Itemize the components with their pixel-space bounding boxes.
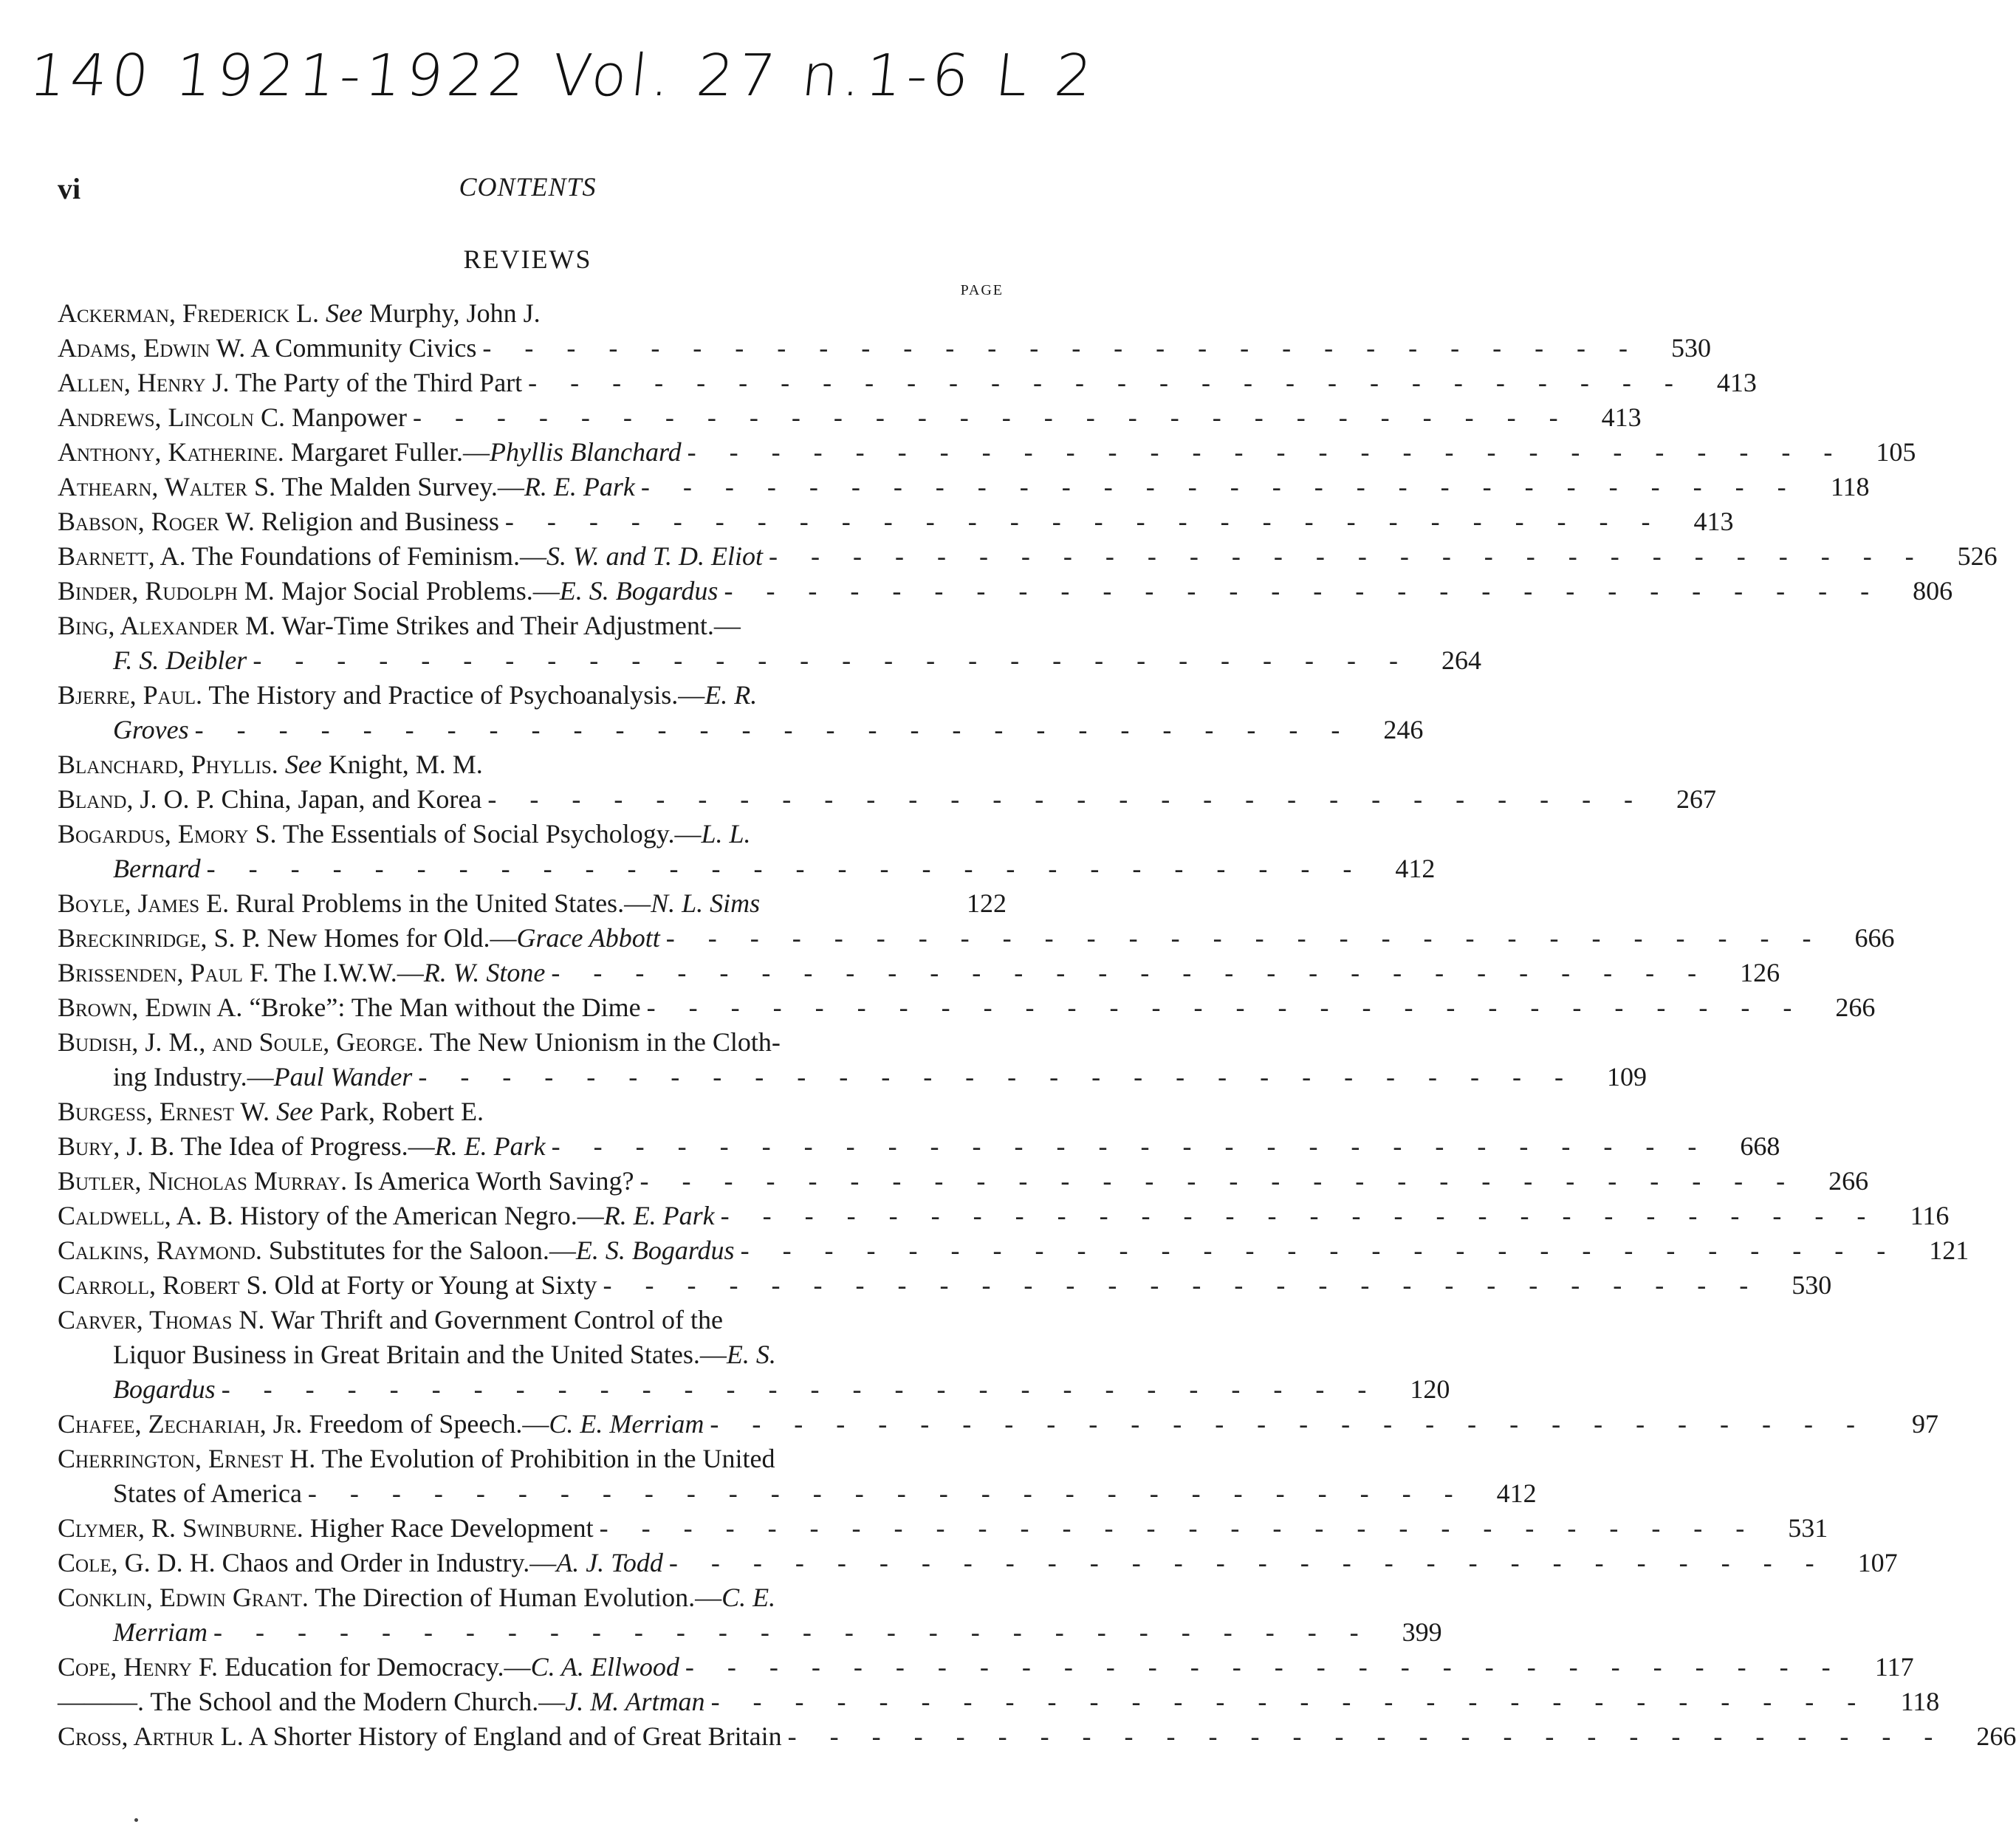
entry-text xyxy=(58,1129,546,1164)
entry-text xyxy=(113,643,247,678)
page-number: 530 xyxy=(1671,333,1712,363)
entry-text xyxy=(58,1719,782,1754)
contents-entry-continuation xyxy=(58,643,1481,678)
author-name: Bing, Alexander M. xyxy=(58,611,276,640)
reviewer-or-emphasis: F. S. Deibler xyxy=(113,645,247,675)
entry-text xyxy=(58,539,763,574)
entry-text xyxy=(58,747,483,782)
handwritten-annotation: 140 1921-1922 Vol. 27 n.1-6 L 2 xyxy=(26,43,1100,109)
contents-entry xyxy=(58,990,1876,1025)
page-number: 117 xyxy=(1874,1652,1914,1682)
entry-text xyxy=(58,1199,715,1233)
page-number: 526 xyxy=(1957,541,1998,571)
entry-title: Knight, M. M. xyxy=(321,750,483,779)
dot-leader: - - - - - - - - - - - - - - - - - - - - - - - - - - - - xyxy=(504,507,1664,536)
contents-entry xyxy=(58,1199,1950,1233)
dot-leader: - - - - - - - - - - - - - - - - - - - - - - - - - - - - xyxy=(528,368,1687,397)
section-title: REVIEWS xyxy=(463,244,592,274)
contents-entry xyxy=(58,1303,1007,1337)
contents-list xyxy=(58,296,2016,1754)
reviewer-or-emphasis: S. W. and T. D. Eliot xyxy=(546,541,763,571)
contents-entry xyxy=(58,331,1712,366)
page-number: 267 xyxy=(1676,784,1717,814)
page-number: 666 xyxy=(1854,923,1895,953)
page-number: 118 xyxy=(1830,472,1870,501)
page-number: 806 xyxy=(1913,576,1953,606)
contents-entry-continuation xyxy=(58,713,1424,747)
contents-entry-continuation xyxy=(58,1372,1450,1407)
page-number: 530 xyxy=(1792,1270,1832,1300)
entry-text xyxy=(58,574,718,609)
page-number: 413 xyxy=(1716,368,1757,397)
dot-leader: - - - - - - - - - - - - - - - - - - - - - - - - - - - - xyxy=(418,1062,1577,1092)
entry-text xyxy=(58,1268,597,1303)
dot-leader: - - - - - - - - - - - - - - - - - - - - - - - - - - - - xyxy=(769,541,1927,571)
contents-entry-continuation xyxy=(58,851,1436,886)
contents-entry xyxy=(58,366,1757,400)
contents-entry xyxy=(58,504,1734,539)
page-number: 116 xyxy=(1910,1201,1950,1230)
entry-text xyxy=(58,366,522,400)
entry-title: The Direction of Human Evolution.— xyxy=(308,1583,722,1612)
entry-text xyxy=(58,504,499,539)
entry-title: “Broke”: The Man without the Dime xyxy=(242,993,641,1022)
contents-entry xyxy=(58,1650,1914,1685)
entry-title xyxy=(278,750,285,779)
reviewer-or-emphasis: R. E. Park xyxy=(434,1131,546,1161)
entry-title: Old at Forty or Young at Sixty xyxy=(267,1270,597,1300)
author-name: Adams, Edwin W. xyxy=(58,333,246,363)
contents-entry xyxy=(58,470,1870,504)
reviewer-or-emphasis: Grace Abbott xyxy=(516,923,660,953)
entry-text xyxy=(58,1442,775,1476)
author-name: Breckinridge, S. P. xyxy=(58,923,261,953)
contents-entry xyxy=(58,1268,1832,1303)
author-name: Cope, Henry F. xyxy=(58,1652,219,1682)
entry-title: The Malden Survey.— xyxy=(275,472,524,501)
contents-entry xyxy=(58,1164,1869,1199)
author-name: Carroll, Robert S. xyxy=(58,1270,268,1300)
dot-leader: - - - - - - - - - - - - - - - - - - - - - - - - - - - - xyxy=(599,1513,1758,1543)
speck-mark xyxy=(134,1818,138,1822)
contents-entry xyxy=(58,400,1642,435)
page-number: 266 xyxy=(1835,993,1876,1022)
contents-entry xyxy=(58,296,1007,331)
contents-entry xyxy=(58,1546,1898,1580)
entry-title: New Homes for Old.— xyxy=(260,923,517,953)
dot-leader: - - - - - - - - - - - - - - - - - - - - - - - - - - - - xyxy=(194,715,1354,744)
dot-leader: - - - - - - - - - - - - - - - - - - - - - - - - - - - - xyxy=(487,784,1647,814)
contents-entry xyxy=(58,782,1717,817)
dot-leader: - - - - - - - - - - - - - - - - - - - - - - - - - - - - xyxy=(213,1617,1372,1647)
contents-entry xyxy=(58,539,1998,574)
page-number: 105 xyxy=(1876,437,1916,467)
author-name: Cross, Arthur L. xyxy=(58,1721,244,1751)
contents-entry xyxy=(58,678,1007,713)
reviewer-or-emphasis: R. E. Park xyxy=(524,472,635,501)
reviewer-or-emphasis: L. L. xyxy=(701,819,751,849)
entry-title: History of the American Negro.— xyxy=(233,1201,604,1230)
author-name: Cole, G. D. H. xyxy=(58,1548,216,1577)
entry-title: Park, Robert E. xyxy=(313,1097,484,1126)
entry-title: The New Unionism in the Cloth- xyxy=(423,1027,781,1057)
author-name: Boyle, James E. xyxy=(58,888,230,918)
contents-entry xyxy=(58,1511,1828,1546)
dot-leader: - - - - - - - - - - - - - - - - - - - - - - - - - - - - xyxy=(221,1374,1380,1404)
page-number: 531 xyxy=(1788,1513,1828,1543)
dot-leader: - - - - - - - - - - - - - - - - - - - - - - - - - - - - xyxy=(482,333,1642,363)
entry-text xyxy=(58,886,760,921)
entry-text xyxy=(58,956,545,990)
author-name: Carver, Thomas N. xyxy=(58,1305,265,1334)
dot-leader: - - - - - - - - - - - - - - - - - - - - - - - - - - - - xyxy=(668,1548,1828,1577)
reviewer-or-emphasis: C. E. xyxy=(721,1583,776,1612)
reviewer-or-emphasis: E. S. Bogardus xyxy=(575,1236,735,1265)
entry-title: States of America xyxy=(113,1478,302,1508)
entry-text xyxy=(58,1685,705,1719)
author-name: Athearn, Walter S. xyxy=(58,472,275,501)
author-name: Bjerre, Paul. xyxy=(58,680,203,710)
dot-leader: - - - - - - - - - - - - - - - - - - - - - - - - - - - - xyxy=(307,1478,1467,1508)
entry-text xyxy=(58,400,407,435)
running-head: CONTENTS xyxy=(459,172,597,202)
page-number: 122 xyxy=(967,888,1007,918)
dot-leader: - - - - - - - - - - - - - - - - - - - - - - - - - - - - xyxy=(551,958,1710,987)
entry-text xyxy=(58,1511,594,1546)
entry-text xyxy=(113,1476,302,1511)
entry-title: Liquor Business in Great Britain and the United States.— xyxy=(113,1340,727,1369)
dot-leader: - - - - - - - - - - - - - - - - - - - - - - - - - - - - xyxy=(551,1131,1710,1161)
reviewer-or-emphasis: E. R. xyxy=(704,680,758,710)
page-number: 246 xyxy=(1383,715,1424,744)
entry-title: Freedom of Speech.— xyxy=(302,1409,549,1439)
author-name: Blanchard, Phyllis. xyxy=(58,750,278,779)
entry-text xyxy=(58,1025,781,1060)
page-number: 266 xyxy=(1828,1166,1869,1196)
reviewer-or-emphasis: N. L. Sims xyxy=(651,888,761,918)
entry-title: The Idea of Progress.— xyxy=(174,1131,435,1161)
reviewer-or-emphasis: Bogardus xyxy=(113,1374,216,1404)
reviewer-or-emphasis: See xyxy=(284,750,322,779)
entry-text xyxy=(113,1372,216,1407)
contents-entry xyxy=(58,956,1780,990)
author-name: Brown, Edwin A. xyxy=(58,993,243,1022)
entry-title: Rural Problems in the United States.— xyxy=(229,888,651,918)
dot-leader: - - - - - - - - - - - - - - - - - - - - - - - - - - - - xyxy=(646,993,1806,1022)
reviewer-or-emphasis: C. E. Merriam xyxy=(549,1409,704,1439)
page-number: 399 xyxy=(1402,1617,1442,1647)
reviewer-or-emphasis: E. S. Bogardus xyxy=(559,576,719,606)
entry-title: Manpower xyxy=(285,402,407,432)
page-number: 412 xyxy=(1496,1478,1537,1508)
author-name: Bury, J. B. xyxy=(58,1131,175,1161)
page-number: 412 xyxy=(1395,854,1436,883)
contents-entry-continuation xyxy=(58,1615,1442,1650)
entry-text xyxy=(113,1060,412,1094)
page-number: 97 xyxy=(1912,1409,1938,1439)
contents-entry-continuation xyxy=(58,1476,1537,1511)
entry-title: A Community Civics xyxy=(245,333,477,363)
page-folio: vi xyxy=(58,172,81,205)
contents-entry xyxy=(58,1580,1007,1615)
dot-leader: - - - - - - - - - - - - - - - - - - - - - - - - - - - - xyxy=(740,1236,1899,1265)
page-number: 121 xyxy=(1929,1236,1969,1265)
reviewer-or-emphasis: See xyxy=(326,298,363,328)
entry-text xyxy=(58,678,757,713)
entry-text xyxy=(58,435,682,470)
author-name: Budish, J. M., and Soule, George. xyxy=(58,1027,424,1057)
page-number: 413 xyxy=(1693,507,1734,536)
entry-title: Education for Democracy.— xyxy=(218,1652,531,1682)
dot-leader: - - - - - - - - - - - - - - - - - - - - - - - - - - - - xyxy=(640,472,1800,501)
reviewer-or-emphasis: R. W. Stone xyxy=(423,958,546,987)
reviewer-or-emphasis: Paul Wander xyxy=(273,1062,413,1092)
entry-title: The Foundations of Feminism.— xyxy=(185,541,546,571)
author-name: Conklin, Edwin Grant. xyxy=(58,1583,309,1612)
page-number: 109 xyxy=(1607,1062,1647,1092)
entry-title: ———. The School and the Modern Church.— xyxy=(58,1687,566,1716)
entry-text xyxy=(58,921,660,956)
entry-title: War-Time Strikes and Their Adjustment.— xyxy=(275,611,741,640)
contents-entry-continuation xyxy=(58,1337,1007,1372)
reviewer-or-emphasis: Merriam xyxy=(113,1617,208,1647)
author-name: Bland, J. O. P. xyxy=(58,784,215,814)
page-number: 126 xyxy=(1740,958,1780,987)
page-column-label: PAGE xyxy=(960,282,1004,298)
contents-entry xyxy=(58,921,1895,956)
author-name: Andrews, Lincoln C. xyxy=(58,402,285,432)
entry-text xyxy=(113,1337,776,1372)
entry-text xyxy=(58,1233,735,1268)
dot-leader: - - - - - - - - - - - - - - - - - - - - - - - - - - - - xyxy=(603,1270,1762,1300)
entry-title: Murphy, John J. xyxy=(363,298,541,328)
entry-title: ing Industry.— xyxy=(113,1062,274,1092)
author-name: Caldwell, A. B. xyxy=(58,1201,233,1230)
dot-leader: - - - - - - - - - - - - - - - - - - - - - - - - - - - - xyxy=(412,402,1571,432)
author-name: Clymer, R. Swinburne. xyxy=(58,1513,304,1543)
dot-leader: - - - - - - - - - - - - - - - - - - - - - - - - - - - - xyxy=(687,437,1846,467)
entry-title: China, Japan, and Korea xyxy=(214,784,482,814)
entry-title: A Shorter History of England and of Great Britain xyxy=(243,1721,782,1751)
entry-title: The Essentials of Social Psychology.— xyxy=(276,819,702,849)
entry-title: Margaret Fuller.— xyxy=(284,437,490,467)
dot-leader: - - - - - - - - - - - - - - - - - - - - - - - - - - - - xyxy=(724,576,1883,606)
page-number: 107 xyxy=(1857,1548,1898,1577)
author-name: Butler, Nicholas Murray. xyxy=(58,1166,348,1196)
page-number: 668 xyxy=(1740,1131,1780,1161)
contents-entry xyxy=(58,435,1916,470)
entry-text xyxy=(58,1580,775,1615)
author-name: Brissenden, Paul F. xyxy=(58,958,270,987)
author-name: Barnett, A. xyxy=(58,541,186,571)
dot-leader: - - - - - - - - - - - - - - - - - - - - - - - - - - - - xyxy=(787,1721,1947,1751)
page-number: 266 xyxy=(1976,1721,2016,1751)
entry-title: The Evolution of Prohibition in the United xyxy=(315,1444,775,1473)
dot-leader: - - - - - - - - - - - - - - - - - - - - - - - - - - - - xyxy=(665,923,1825,953)
dot-leader: - - - - - - - - - - - - - - - - - - - - - - - - - - - - xyxy=(253,645,1411,675)
reviewer-or-emphasis: J. M. Artman xyxy=(565,1687,705,1716)
contents-entry xyxy=(58,1442,1007,1476)
page-number: 118 xyxy=(1900,1687,1940,1716)
contents-entry xyxy=(58,1129,1780,1164)
author-name: Ackerman, Frederick L. xyxy=(58,298,320,328)
entry-text xyxy=(58,1546,663,1580)
entry-title xyxy=(319,298,326,328)
entry-text xyxy=(113,1615,208,1650)
reviewer-or-emphasis: E. S. xyxy=(726,1340,776,1369)
entry-title: Higher Race Development xyxy=(303,1513,594,1543)
entry-text xyxy=(58,782,481,817)
entry-title: Substitutes for the Saloon.— xyxy=(261,1236,576,1265)
entry-text xyxy=(113,713,189,747)
entry-text xyxy=(58,817,751,851)
page-number: 264 xyxy=(1441,645,1481,675)
contents-entry xyxy=(58,1719,2016,1754)
author-name: Chafee, Zechariah, Jr. xyxy=(58,1409,303,1439)
author-name: Binder, Rudolph M. xyxy=(58,576,275,606)
reviewer-or-emphasis: C. A. Ellwood xyxy=(530,1652,679,1682)
author-name: Bogardus, Emory S. xyxy=(58,819,277,849)
entry-text xyxy=(58,1650,679,1685)
entry-title: Chaos and Order in Industry.— xyxy=(215,1548,557,1577)
entry-text xyxy=(113,851,201,886)
contents-entry xyxy=(58,609,1007,643)
reviewer-or-emphasis: Groves xyxy=(113,715,189,744)
entry-title: The Party of the Third Part xyxy=(229,368,523,397)
entry-title xyxy=(270,1097,276,1126)
entry-text xyxy=(58,990,641,1025)
dot-leader: - - - - - - - - - - - - - - - - - - - - - - - - - - - - xyxy=(206,854,1365,883)
contents-entry-continuation xyxy=(58,1060,1647,1094)
author-name: Calkins, Raymond. xyxy=(58,1236,262,1265)
dot-leader: - - - - - - - - - - - - - - - - - - - - - - - - - - - - xyxy=(710,1687,1870,1716)
contents-entry xyxy=(58,1407,1938,1442)
contents-entry xyxy=(58,886,1007,921)
author-name: Allen, Henry J. xyxy=(58,368,230,397)
author-name: Babson, Roger W. xyxy=(58,507,255,536)
entry-text xyxy=(58,1407,704,1442)
entry-text xyxy=(58,470,635,504)
entry-title: Major Social Problems.— xyxy=(274,576,560,606)
entry-text xyxy=(58,1303,723,1337)
contents-entry xyxy=(58,574,1953,609)
entry-title: Is America Worth Saving? xyxy=(347,1166,634,1196)
entry-title: Religion and Business xyxy=(254,507,499,536)
entry-text xyxy=(58,1094,484,1129)
author-name: Cherrington, Ernest H. xyxy=(58,1444,316,1473)
entry-title: War Thrift and Government Control of the xyxy=(264,1305,724,1334)
page-number: 413 xyxy=(1601,402,1642,432)
author-name: Anthony, Katherine. xyxy=(58,437,284,467)
entry-title: The History and Practice of Psychoanalysis.— xyxy=(202,680,705,710)
contents-entry xyxy=(58,1685,1940,1719)
contents-entry xyxy=(58,747,1007,782)
dot-leader: - - - - - - - - - - - - - - - - - - - - - - - - - - - - xyxy=(720,1201,1879,1230)
entry-text xyxy=(58,331,476,366)
page-number: 120 xyxy=(1410,1374,1450,1404)
reviewer-or-emphasis: See xyxy=(276,1097,314,1126)
reviewer-or-emphasis: A. J. Todd xyxy=(556,1548,663,1577)
entry-title: The I.W.W.— xyxy=(269,958,424,987)
entry-text xyxy=(58,609,741,643)
author-name: Burgess, Ernest W. xyxy=(58,1097,270,1126)
dot-leader: - - - - - - - - - - - - - - - - - - - - - - - - - - - - xyxy=(685,1652,1844,1682)
dot-leader: - - - - - - - - - - - - - - - - - - - - - - - - - - - - xyxy=(640,1166,1799,1196)
contents-entry xyxy=(58,817,1007,851)
reviewer-or-emphasis: R. E. Park xyxy=(603,1201,715,1230)
contents-entry xyxy=(58,1025,1007,1060)
dot-leader: - - - - - - - - - - - - - - - - - - - - - - - - - - - - xyxy=(710,1409,1868,1439)
entry-text xyxy=(58,1164,634,1199)
entry-text xyxy=(58,296,541,331)
contents-entry xyxy=(58,1233,1969,1268)
reviewer-or-emphasis: Bernard xyxy=(113,854,201,883)
reviewer-or-emphasis: Phyllis Blanchard xyxy=(490,437,682,467)
contents-entry xyxy=(58,1094,1007,1129)
